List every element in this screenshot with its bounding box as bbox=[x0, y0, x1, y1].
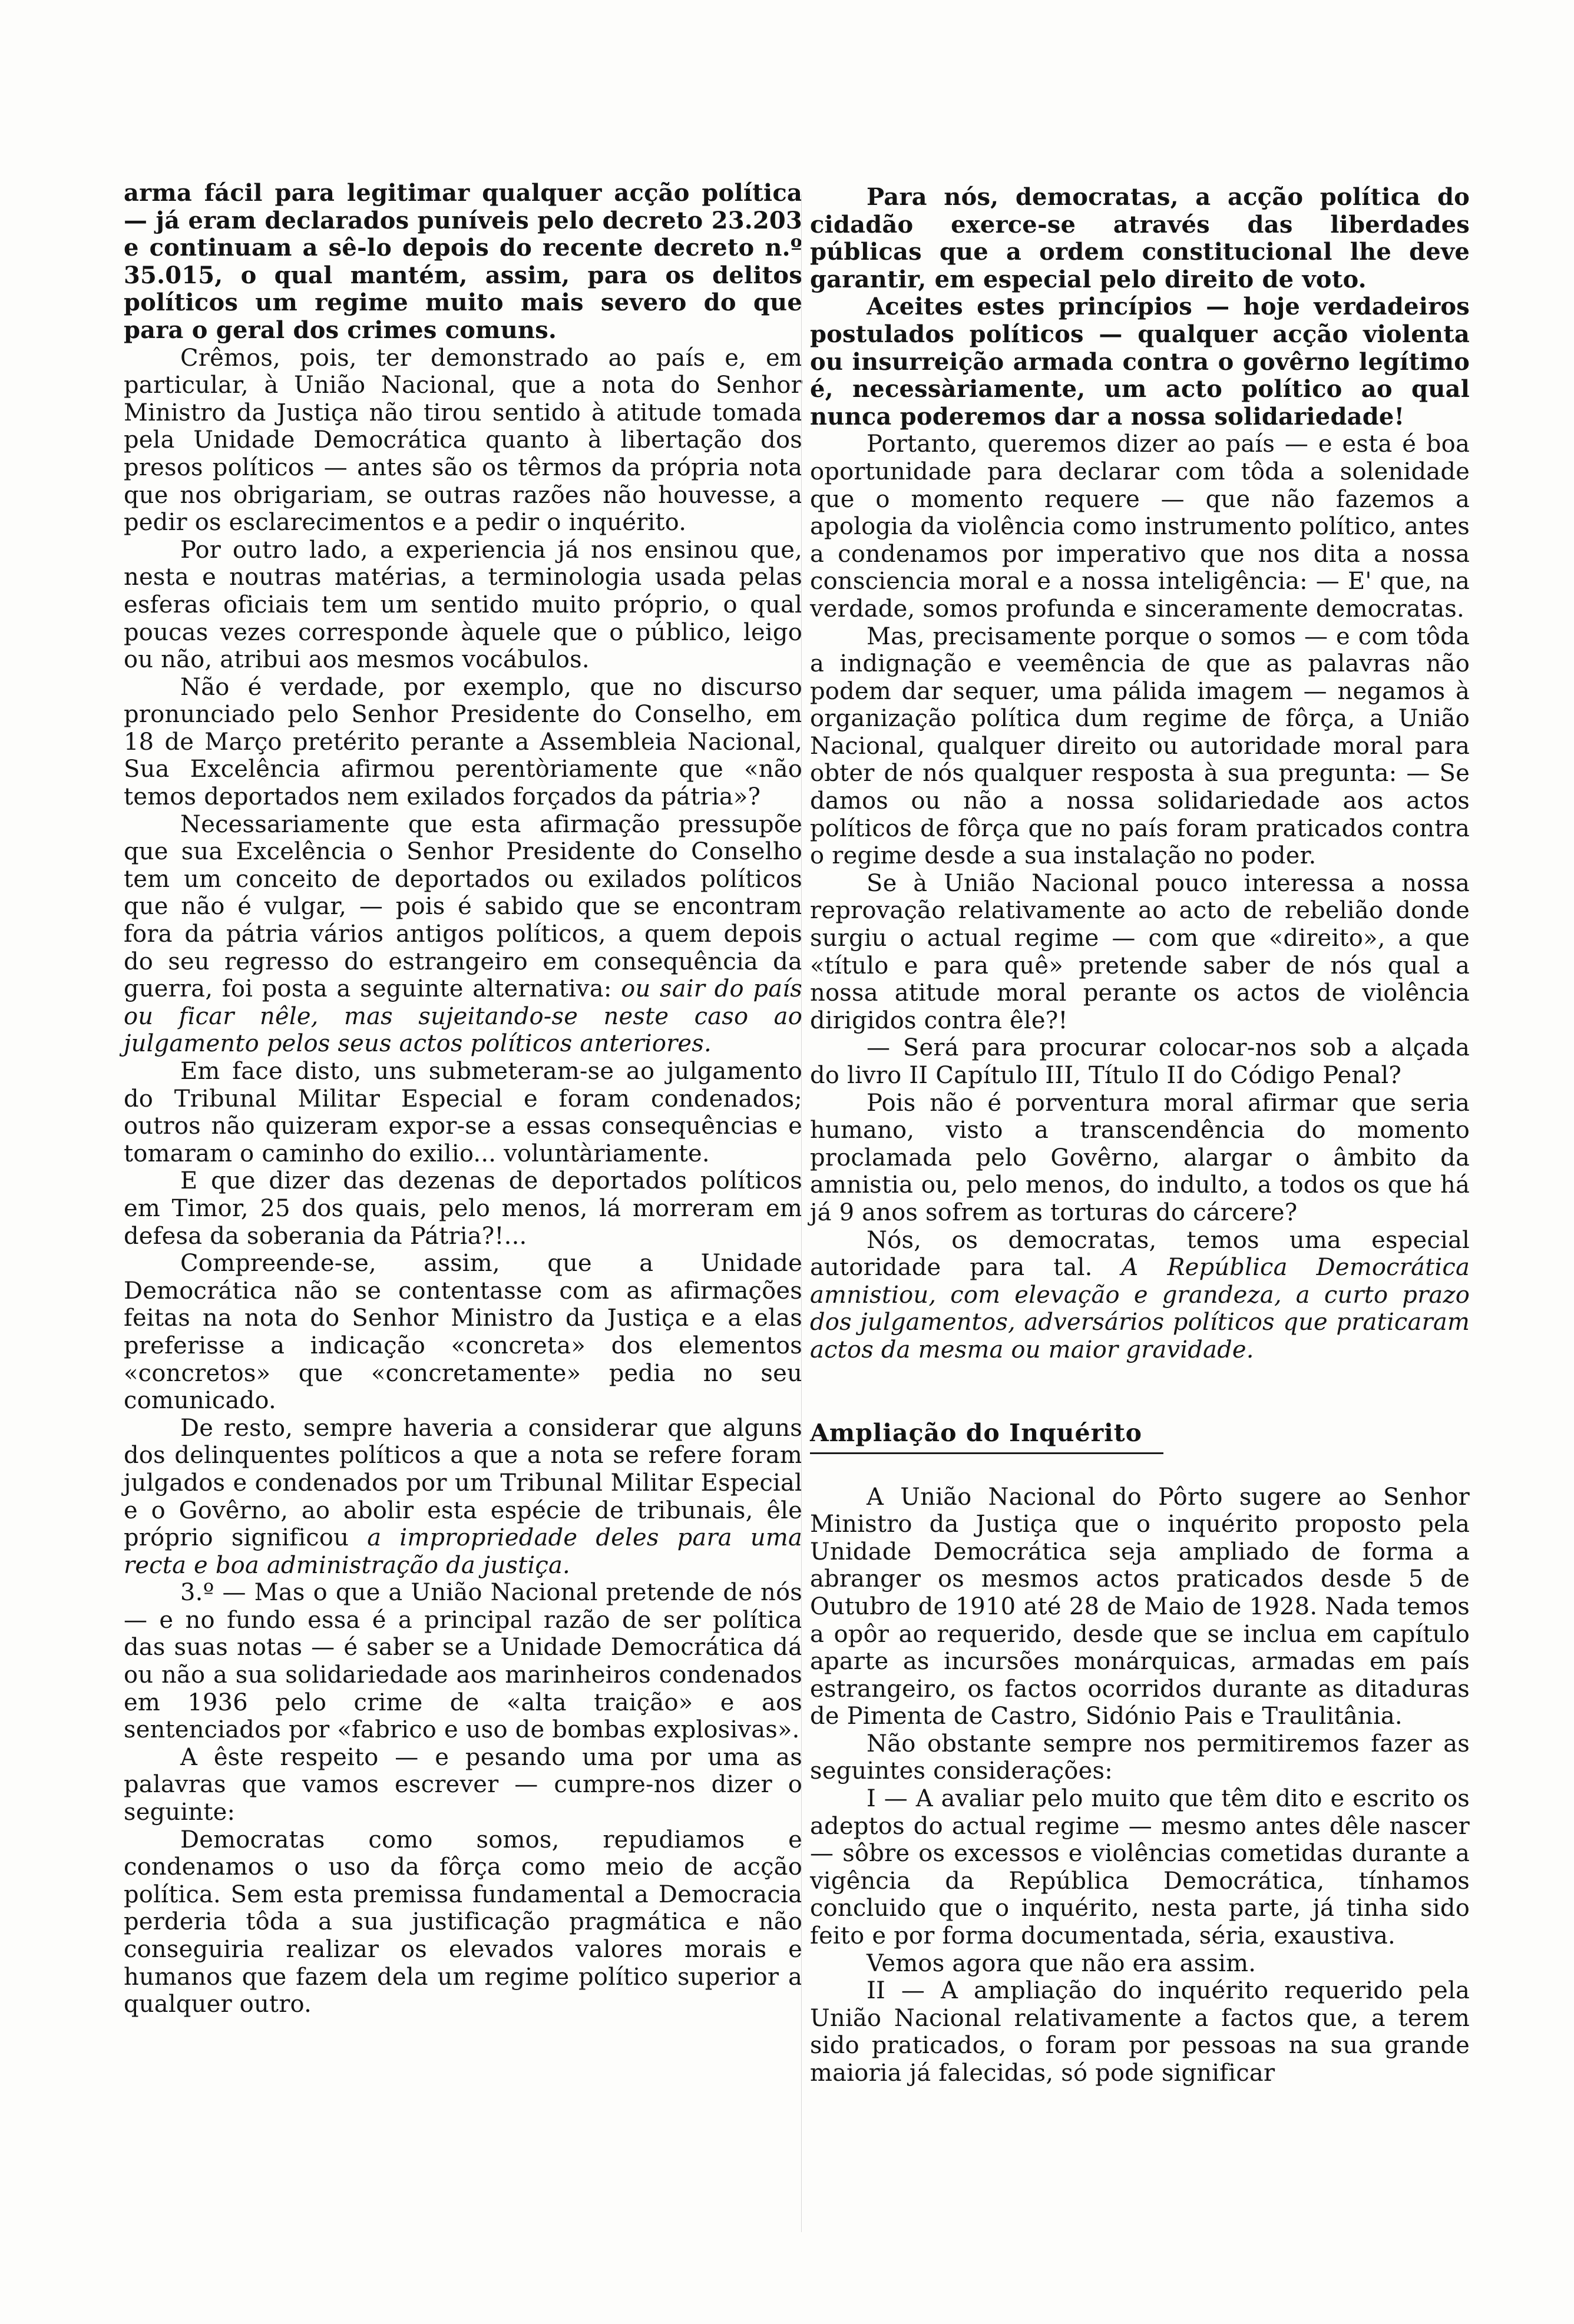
text-run: Nós, os democratas, temos uma especial autoridade para tal. bbox=[810, 1226, 1470, 1282]
italic-text-run: ou sair do país ou ficar nêle, mas sujeitando-se neste caso ao julgamento pelos seus actos políticos anteriores. bbox=[124, 975, 802, 1058]
paragraph bbox=[124, 811, 802, 1058]
paragraph: Pois não é porventura moral afirmar que seria humano, visto a transcendência do momento proclamada pelo Govêrno, alargar o âmbito da amnistia ou, pelo menos, do indulto, a todos os que há já 9 anos sofrem as torturas do cárcere? bbox=[810, 1089, 1470, 1226]
paragraph: Mas, precisamente porque o somos — e com tôda a indignação e veemência de que as palavras não podem dar sequer, uma pálida imagem — negamos à organização política dum regime de fôrça, a União Nacional, qualquer direito ou autoridade moral para obter de nós qualquer resposta à sua pregunta: — Se damos ou não a nossa solidariedade aos actos políticos de fôrça que no país foram praticados contra o regime desde a sua instalação no poder. bbox=[810, 623, 1470, 870]
paragraph: Democratas como somos, repudiamos e condenamos o uso da fôrça como meio de acção política. Sem esta premissa fundamental a Democracia perderia tôda a sua justificação pragmática e não conseguiria realizar os elevados valores morais e humanos que fazem dela um regime político superior a qualquer outro. bbox=[124, 1826, 802, 2018]
column-divider bbox=[801, 194, 802, 2232]
italic-text-run: a impropriedade deles para uma recta e boa administração da justiça. bbox=[124, 1524, 802, 1579]
paragraph: Aceites estes princípios — hoje verdadeiros postulados políticos — qualquer acção violenta ou insurreição armada contra o govêrno legítimo é, necessàriamente, um acto político ao qual nunca poderemos dar a nossa solidariedade! bbox=[810, 293, 1470, 431]
paragraph: A êste respeito — e pesando uma por uma as palavras que vamos escrever — cumpre-nos dizer o seguinte: bbox=[124, 1743, 802, 1826]
paragraph: Em face disto, uns submeteram-se ao julgamento do Tribunal Militar Especial e foram condenados; outros não quizeram expor-se a essas consequências e tomaram o caminho do exilio... voluntàriamente. bbox=[124, 1058, 802, 1167]
left-column bbox=[124, 180, 802, 2018]
paragraph: A União Nacional do Pôrto sugere ao Senhor Ministro da Justiça que o inquérito proposto pela Unidade Democrática seja ampliado de forma a abranger os mesmos actos praticados desde 5 de Outubro de 1910 até 28 de Maio de 1928. Nada temos a opôr ao requerido, desde que se inclua em capítulo aparte as incursões monárquicas, armadas em país estrangeiro, os factos ocorridos durante as ditaduras de Pimenta de Castro, Sidónio Pais e Traulitânia. bbox=[810, 1483, 1470, 1730]
right-column bbox=[810, 184, 1470, 2087]
paragraph bbox=[124, 1415, 802, 1580]
paragraph: arma fácil para legitimar qualquer acção política — já eram declarados puníveis pelo decreto 23.203 e continuam a sê-lo depois do recente decreto n.º 35.015, o qual mantém, assim, para os delitos políticos um regime muito mais severo do que para o geral dos crimes comuns. bbox=[124, 179, 802, 344]
paragraph: Não é verdade, por exemplo, que no discurso pronunciado pelo Senhor Presidente do Conselho, em 18 de Março pretérito perante a Assembleia Nacional, Sua Excelência afirmou perentòriamente que «não temos deportados nem exilados forçados da pátria»? bbox=[124, 673, 802, 811]
paragraph: Por outro lado, a experiencia já nos ensinou que, nesta e noutras matérias, a terminologia usada pelas esferas oficiais tem um sentido muito próprio, o qual poucas vezes corresponde àquele que o público, leigo ou não, atribui aos mesmos vocábulos. bbox=[124, 536, 802, 674]
section-heading-rule bbox=[810, 1452, 1163, 1454]
paragraph: Vemos agora que não era assim. bbox=[867, 1949, 1256, 1977]
paragraph: Não obstante sempre nos permitiremos fazer as seguintes considerações: bbox=[810, 1730, 1470, 1785]
paragraph: 3.º — Mas o que a União Nacional pretende de nós — e no fundo essa é a principal razão de ser política das suas notas — é saber se a Unidade Democrática dá ou não a sua solidariedade aos marinheiros condenados em 1936 pelo crime de «alta traição» e aos sentenciados por «fabrico e uso de bombas explosivas». bbox=[124, 1579, 802, 1744]
text-run: De resto, sempre haveria a considerar que alguns dos delinquentes políticos a que a nota se refere foram julgados e condenados por um Tribunal Militar Especial e o Govêrno, ao abolir esta espécie de tribunais, êle próprio significou bbox=[124, 1414, 802, 1552]
paragraph: Portanto, queremos dizer ao país — e esta é boa oportunidade para declarar com tôda a solenidade que o momento requere — que não fazemos a apologia da violência como instrumento político, antes a condenamos por imperativo que nos dita a nossa consciencia moral e a nossa inteligência: — E' que, na verdade, somos profunda e sinceramente democratas. bbox=[810, 431, 1470, 623]
paragraph: Se à União Nacional pouco interessa a nossa reprovação relativamente ao acto de rebelião donde surgiu o actual regime — com que «direito», a que «título e para quê» pretende saber de nós qual a nossa atitude moral perante os actos de violência dirigidos contra êle?! bbox=[810, 869, 1470, 1034]
paragraph: Crêmos, pois, ter demonstrado ao país e, em particular, à União Nacional, que a nota do Senhor Ministro da Justiça não tirou sentido à atitude tomada pela Unidade Democrática quanto à libertação dos presos políticos — antes são os têrmos da própria nota que nos obrigariam, se outras razões não houvesse, a pedir os esclarecimentos e a pedir o inquérito. bbox=[124, 344, 802, 537]
paragraph: — Será para procurar colocar-nos sob a alçada do livro II Capítulo III, Título II do Código Penal? bbox=[810, 1034, 1470, 1089]
text-run: Necessariamente que esta afirmação pressupõe que sua Excelência o Senhor Presidente do Conselho tem um conceito de deportados ou exilados políticos que não é vulgar, — pois é sabido que se encontram fora da pátria vários antigos políticos, a quem depois do seu regresso do estrangeiro em consequência da guerra, foi posta a seguinte alternativa: bbox=[124, 810, 802, 1003]
section-heading: Ampliação do Inquérito bbox=[810, 1418, 1143, 1447]
paragraph: E que dizer das dezenas de deportados políticos em Timor, 25 dos quais, pelo menos, lá morreram em defesa da soberania da Pátria?!... bbox=[124, 1167, 802, 1250]
paragraph: I — A avaliar pelo muito que têm dito e escrito os adeptos do actual regime — mesmo antes dêle nascer — sôbre os excessos e violências cometidas durante a vigência da República Democrática, tínhamos concluido que o inquérito, nesta parte, já tinha sido feito e por forma documentada, séria, exaustiva. bbox=[810, 1785, 1470, 1950]
paragraph bbox=[810, 1227, 1470, 1364]
paragraph: Para nós, democratas, a acção política do cidadão exerce-se através das liberdades públicas que a ordem constitucional lhe deve garantir, em especial pelo direito de voto. bbox=[810, 183, 1470, 293]
paragraph: II — A ampliação do inquérito requerido pela União Nacional relativamente a factos que, a terem sido praticados, o foram por pessoas na sua grande maioria já falecidas, só pode significar bbox=[810, 1977, 1470, 2087]
italic-text-run: A República Democrática amnistiou, com elevação e grandeza, a curto prazo dos julgamentos, adversários políticos que praticaram actos da mesma ou maior gravidade. bbox=[810, 1254, 1470, 1363]
paragraph: Compreende-se, assim, que a Unidade Democrática não se contentasse com as afirmações feitas na nota do Senhor Ministro da Justiça e a elas preferisse a indicação «concreta» dos elementos «concretos» que «concretamente» pedia no seu comunicado. bbox=[124, 1250, 802, 1415]
